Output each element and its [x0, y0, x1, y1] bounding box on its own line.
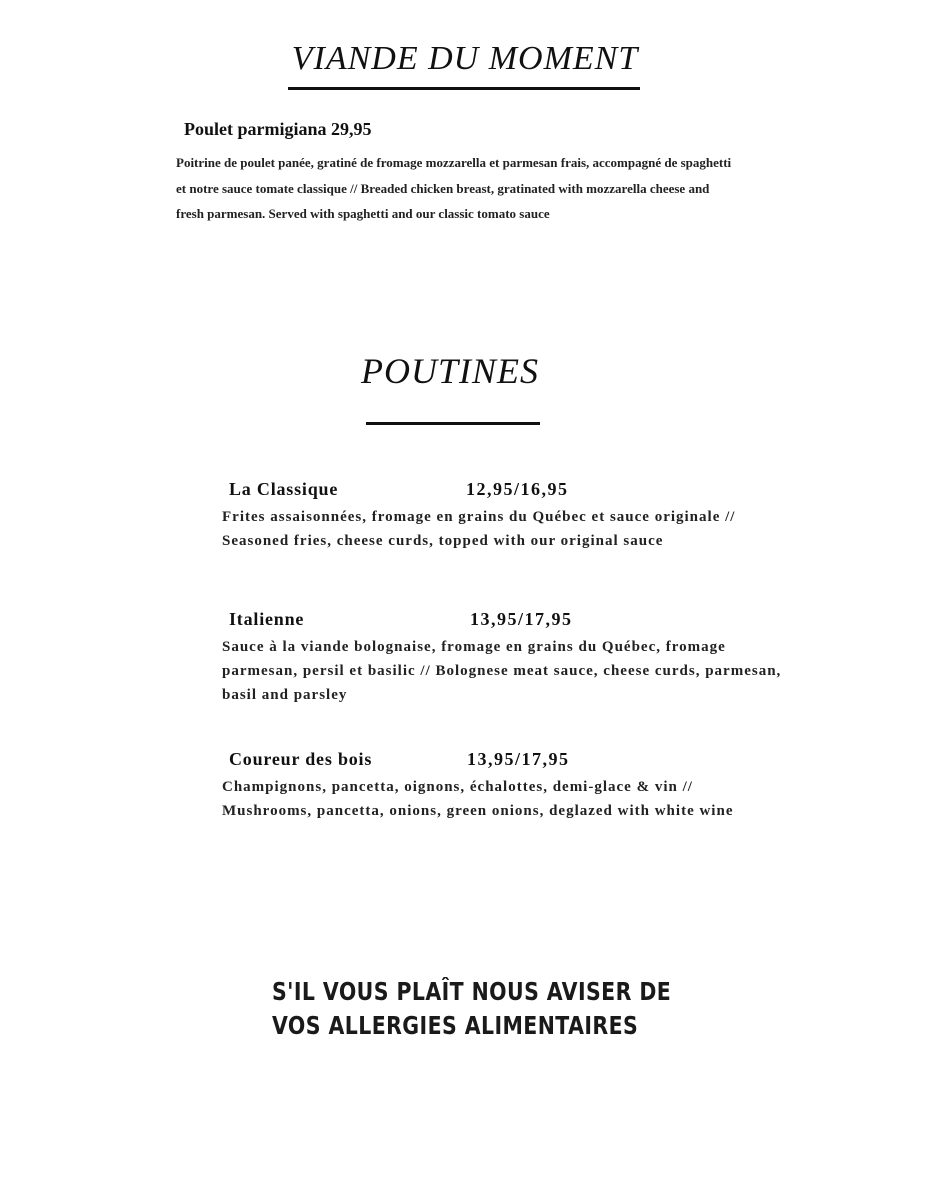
menu-item-name: Coureur des bois — [229, 749, 373, 769]
menu-item-description: Poitrine de poulet panée, gratiné de fromage mozzarella et parmesan frais, accompagné de spaghetti et notre sauce tomate classique // Breaded chicken breast, gratinated with mozzarella cheese and fresh parmesan. Served with spaghetti and our classic tomato sauce — [176, 155, 732, 221]
menu-item-name: Italienne — [229, 609, 305, 629]
allergy-notice-line: VOS ALLERGIES ALIMENTAIRES — [272, 1011, 639, 1040]
menu-item-price: 13,95/17,95 — [470, 609, 573, 629]
section-divider — [366, 422, 540, 425]
menu-item-name: La Classique — [229, 479, 339, 499]
section-title-viande: VIANDE DU MOMENT — [291, 40, 639, 77]
section-title-poutines: POUTINES — [361, 351, 539, 391]
menu-item-description: Frites assaisonnées, fromage en grains du Québec et sauce originale // Seasoned fries, cheese curds, topped with our original sauce — [222, 509, 736, 549]
menu-item-description: Champignons, pancetta, oignons, échalottes, demi-glace & vin // Mushrooms, pancetta, onions, green onions, deglazed with white wine — [222, 779, 734, 819]
menu-item-description: Sauce à la viande bolognaise, fromage en grains du Québec, fromage parmesan, persil et basilic // Bolognese meat sauce, cheese curds, parmesan, basil and parsley — [222, 639, 782, 703]
section-divider — [288, 87, 640, 90]
allergy-notice — [272, 975, 672, 1043]
menu-item-price: 13,95/17,95 — [467, 749, 570, 769]
menu-item-price: 12,95/16,95 — [466, 479, 569, 499]
menu-item-name: Poulet parmigiana 29,95 — [184, 119, 372, 139]
allergy-notice-line: S'IL VOUS PLAÎT NOUS AVISER DE — [272, 977, 672, 1006]
